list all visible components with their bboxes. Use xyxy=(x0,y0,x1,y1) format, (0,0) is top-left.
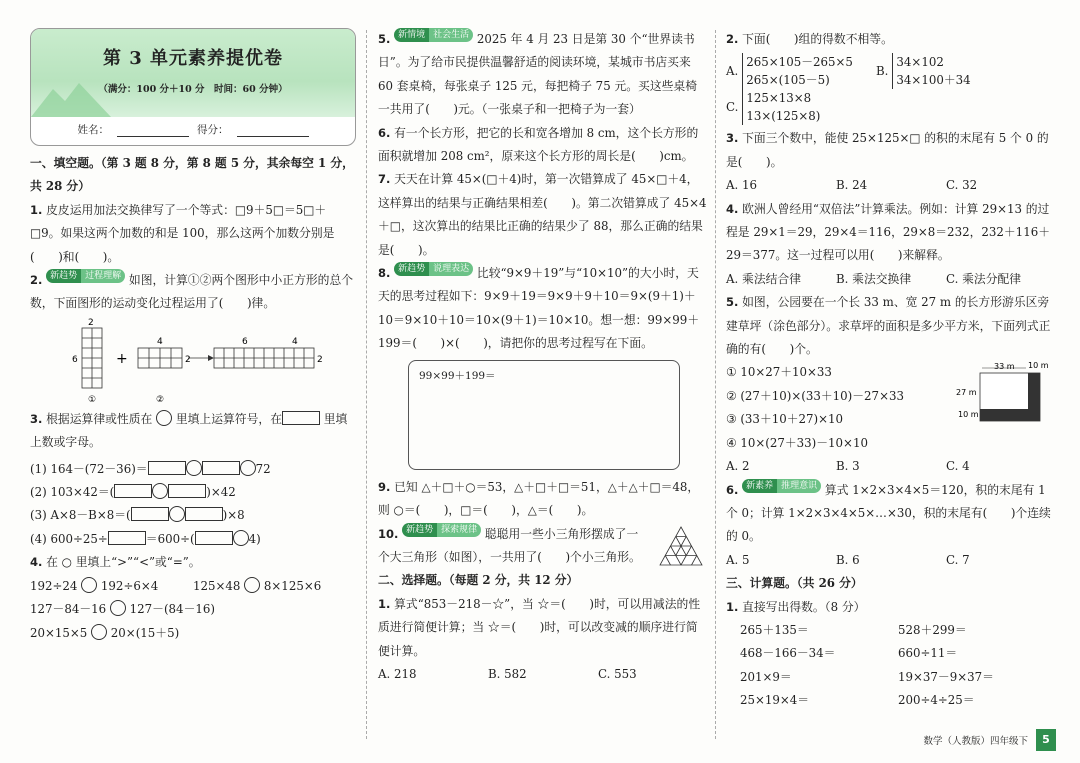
svg-text:②: ② xyxy=(156,394,165,405)
section-title: 三、计算题。（共 26 分） xyxy=(726,576,863,591)
answer-box[interactable]: 99×99＋199＝ xyxy=(408,360,680,470)
park-figure xyxy=(956,359,1052,431)
column-3: 2. 下面( )组的得数不相等。 A. 265×105－265×5 265×(105－5) B. 34×102 34×100＋34 C. 125×13×8 13×(125×8) 3. 下面三个数中，能使 25×125×□ 的积的末尾有 5 个 0 的是( )。 A. 16 B. 24 C. 32 4. 欧洲人曾经用“双倍法”计算乘法。例如：计算 29×13 的过程是 29×1＝29，29×4＝116，29×8＝232，232＋116＋29＝377。这一过程可以用( )来解释。 A. 乘法结合律 B. 乘法交换律 C. 乘法分配律 5. 如图，公园要在一个长 33 m、宽 27 m 的长方形游乐区旁建草坪（涂色部分）。求草坪的面积是多少平方米，下面列式正确的有( )个。 ① 10×27＋10×33 ② (27＋10)×(33＋10)－27×33 ③ (33＋10＋27)×10 ④ 10×(27＋33)－10×10 10 m 33 m 27 m 10 m A. 2 B. 3 C. 4 6. 新素养 推理意识 算式 1×2×3×4×5＝120，积的末尾有 1 个 0；计算 1×2×3×4×5×…×30，积的末尾有( )个连续的 0。 A. 5 B. 6 C. 7 三、计算题。（共 26 分） 1. 直接写出得数。（8 分） 265＋135＝ 528＋299＝ 468－166－34＝ 660÷11＝ 201×9＝ 19×37－9×37＝ 25×19×4＝ 200÷4÷25＝ xyxy=(726,28,1056,713)
question-9: 9. 已知 △＋□＋○＝53，△＋□＋□＝51，△＋△＋□＝48，则 ○＝( )，□＝( )，△＝( )。 xyxy=(378,479,700,518)
choice-3-options: A. 16 B. 24 C. 32 xyxy=(726,178,978,193)
question-2: 2. 新趋势 过程理解 如图，计算①②两个图形中小正方形的总个数，下面图形的运动变化过程运用了( )律。 xyxy=(30,271,354,311)
q3-item-3: (3) A×8－B×8＝( )×8 xyxy=(30,508,245,523)
choice-2: 2. 下面( )组的得数不相等。 xyxy=(726,32,893,46)
score-label: 得分： xyxy=(197,124,229,137)
question-6: 6. 有一个长方形，把它的长和宽各增加 8 cm，这个长方形的面积就增加 208 cm²，原来这个长方形的周长是( )cm。 xyxy=(378,125,699,164)
section-title: 一、填空题。（第 3 题 8 分，第 8 题 5 分，其余每空 1 分，共 28 分） xyxy=(30,156,354,194)
choice-3: 3. 下面三个数中，能使 25×125×□ 的积的末尾有 5 个 0 的是( )。 xyxy=(726,131,1049,169)
choice-6-options: A. 5 B. 6 C. 7 xyxy=(726,552,970,567)
mountain-icon xyxy=(31,77,111,117)
column-2 xyxy=(378,28,708,686)
choice-5-items: ① 10×27＋10×33 ② (27＋10)×(33＋10)－27×33 ③ (33＋10＋27)×10 ④ 10×(27＋33)－10×10 10 m 33 m 27 m 10 m xyxy=(726,361,1056,455)
svg-text:6: 6 xyxy=(72,354,78,365)
svg-text:2: 2 xyxy=(317,354,323,365)
grid-figure xyxy=(30,316,356,408)
choice-4-options: A. 乘法结合律 B. 乘法交换律 C. 乘法分配律 xyxy=(726,271,1022,286)
svg-text:+: + xyxy=(116,350,128,367)
tag: 新趋势 说理表达 xyxy=(394,262,473,276)
choice-1: 1. 算式“853－218－☆”，当 ☆＝( )时，可以用减法的性质进行简便计算；当 ☆＝( )时，可以改变减的顺序进行简便计算。 xyxy=(378,596,701,658)
q4-row-2: 127－84－16 127－(84－16) xyxy=(30,602,215,617)
svg-text:6: 6 xyxy=(242,336,248,347)
choice-1-options: A. 218 B. 582 C. 553 xyxy=(378,666,637,681)
question-10: 10. 新趋势 探索规律 聪聪用一些小三角形摆成了一个大三角形（如图），一共用了( )个小三角形。 xyxy=(378,523,708,570)
question-5: 5. 新情境 社会生活 2025 年 4 月 23 日是第 30 个“世界读书日”。为了给市民提供温馨舒适的阅读环境，某城市书店买来 60 套桌椅，每张桌子 125 元，每把椅子 75 元。买这些桌椅一共用了( )元。（一张桌子和一把椅子为一套） xyxy=(378,30,698,117)
q3-item-1: (1) 164－(72－36)＝ 72 xyxy=(30,461,271,476)
column-divider xyxy=(715,30,716,739)
q4-row-3: 20×15×5 20×(15＋5) xyxy=(30,625,180,640)
circle-blank-icon xyxy=(156,410,172,426)
svg-text:10 m: 10 m xyxy=(958,410,979,420)
svg-text:33 m: 33 m xyxy=(994,362,1015,372)
choice-2-options: A. 265×105－265×5 265×(105－5) B. 34×102 34×100＋34 xyxy=(726,55,971,88)
page-title: 第 3 单元素养提优卷 xyxy=(102,48,284,69)
tag: 新素养 推理意识 xyxy=(742,479,821,493)
name-label: 姓名： xyxy=(77,124,109,137)
section-title: 二、选择题。（每题 2 分，共 12 分） xyxy=(378,573,579,588)
question-1: 1. 皮皮运用加法交换律写了一个等式：□9＋5□＝5□＋□9。如果这两个加数的和是 100，那么这两个加数分别是( )和( )。 xyxy=(30,202,335,264)
choice-6: 6. 新素养 推理意识 算式 1×2×3×4×5＝120，积的末尾有 1 个 0；计算 1×2×3×4×5×…×30，积的末尾有( )个连续的 0。 xyxy=(726,480,1051,544)
column-divider xyxy=(366,30,367,739)
svg-text:27 m: 27 m xyxy=(956,388,977,398)
choice-5: 5. 如图，公园要在一个长 33 m、宽 27 m 的长方形游乐区旁建草坪（涂色部分）。求草坪的面积是多少平方米，下面列式正确的有( )个。 xyxy=(726,295,1051,357)
q4-row-1: 192÷24 192÷6×4 125×48 8×125×6 xyxy=(30,578,322,593)
svg-text:10 m: 10 m xyxy=(1028,361,1049,371)
choice-4: 4. 欧洲人曾经用“双倍法”计算乘法。例如：计算 29×13 的过程是 29×1＝29，29×4＝116，29×8＝232，232＋116＋29＝377。这一过程可以用( )来解释。 xyxy=(726,201,1051,263)
svg-text:4: 4 xyxy=(292,336,298,347)
book-label: 数学（人教版）四年级下 xyxy=(923,736,1028,747)
triangle-figure-icon xyxy=(658,525,704,567)
name-field[interactable] xyxy=(117,125,189,137)
tag: 新趋势 探索规律 xyxy=(402,523,481,537)
column-1 xyxy=(30,28,356,645)
tag: 新情境 社会生活 xyxy=(394,28,473,42)
page-footer xyxy=(923,729,1056,751)
question-4: 4. 在 ○ 里填上“>”“<”或“=”。 xyxy=(30,555,201,570)
tag: 新趋势 过程理解 xyxy=(46,269,125,283)
svg-text:2: 2 xyxy=(88,317,94,328)
exam-info: （满分：100 分＋10 分 时间：60 分钟） xyxy=(98,84,288,96)
score-field[interactable] xyxy=(237,125,309,137)
svg-text:①: ① xyxy=(88,394,97,405)
calc-1: 1. 直接写出得数。（8 分） xyxy=(726,599,866,614)
page-number: 5 xyxy=(1036,729,1056,751)
q3-item-4: (4) 600÷25÷ ＝600÷( 4) xyxy=(30,531,261,546)
title-card xyxy=(30,28,356,146)
question-7: 7. 天天在计算 45×(□＋4)时，第一次错算成了 45×□＋4，这样算出的结果与正确结果相差( )。第二次错算成了 45×4＋□，这次算出的结果比正确的结果少了 88，那么正确的结果是( )。 xyxy=(378,172,707,257)
q3-item-2: (2) 103×42＝( )×42 xyxy=(30,485,236,500)
box-blank-icon xyxy=(282,411,320,425)
svg-text:2: 2 xyxy=(185,354,191,365)
svg-text:4: 4 xyxy=(157,336,163,347)
question-3: 3. 根据运算律或性质在 里填上运算符号，在 里填上数或字母。 xyxy=(30,411,348,450)
choice-5-options: A. 2 B. 3 C. 4 xyxy=(726,459,970,474)
question-8: 8. 新趋势 说理表达 比较“9×9＋19”与“10×10”的大小时，天天的思考过程如下：9×9＋19＝9×9＋9＋10＝9×(9＋1)＋10＝9×10＋10＝10×(9＋1)＝10×10。想一想：99×99＋199＝( )×( )，请把你的思考过程写在下面。 xyxy=(378,264,700,351)
